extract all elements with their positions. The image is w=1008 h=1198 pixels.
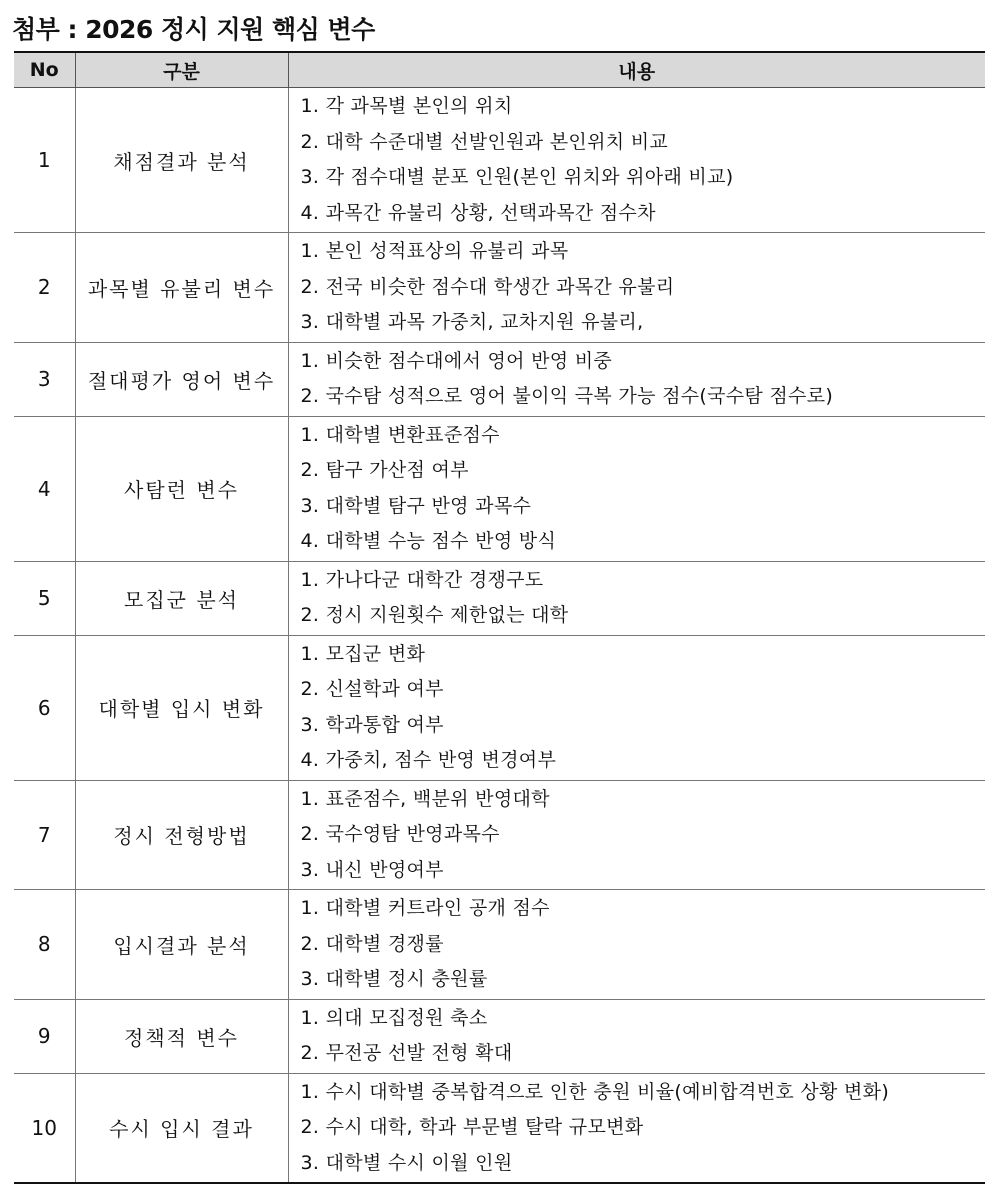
row-number: 10: [31, 1115, 57, 1140]
table-header-row: [14, 53, 985, 88]
table-row: [14, 342, 985, 416]
row-content: [288, 416, 985, 561]
row-number: 2: [14, 233, 75, 343]
page-title: 첨부 : 2026 정시 지원 핵심 변수: [12, 15, 375, 44]
content-item: 4. 대학별 수능 점수 반영 방식: [300, 530, 557, 552]
row-category: 입시결과 분석: [75, 890, 288, 1000]
row-category: 수시 입시 결과: [75, 1073, 288, 1182]
content-item: 4. 과목간 유불리 상황, 선택과목간 점수차: [300, 201, 656, 224]
row-content: [288, 1073, 985, 1182]
table-row: [14, 233, 985, 343]
content-item: 2. 전국 비슷한 점수대 학생간 과목간 유불리: [300, 275, 675, 298]
row-number: 6: [14, 635, 75, 780]
content-item: 1. 비슷한 점수대에서 영어 반영 비중: [300, 349, 613, 372]
content-item: 1. 수시 대학별 중복합격으로 인한 충원 비율(예비합격번호 상황 변화): [300, 1080, 890, 1103]
row-category: 절대평가 영어 변수: [75, 342, 288, 416]
row-content: [288, 233, 985, 343]
row-category: 정시 전형방법: [75, 780, 288, 890]
content-item: 2. 수시 대학, 학과 부문별 탈락 규모변화: [300, 1116, 644, 1138]
content-item: 1. 가나다군 대학간 경쟁구도: [300, 568, 544, 591]
content-item: 3. 대학별 과목 가중치, 교차지원 유불리,: [300, 311, 644, 333]
row-content: [288, 561, 985, 635]
content-item: 1. 의대 모집정원 축소: [300, 1006, 488, 1029]
content-item: 4. 가중치, 점수 반영 변경여부: [300, 749, 557, 771]
content-item: 2. 국수영탐 반영과목수: [300, 823, 500, 845]
row-category: 채점결과 분석: [75, 88, 288, 233]
content-item: 2. 대학 수준대별 선발인원과 본인위치 비교: [300, 130, 669, 153]
table-row: [14, 88, 985, 233]
header-content: 내용: [288, 53, 985, 88]
content-item: 2. 대학별 경쟁률: [300, 932, 444, 955]
content-item: 3. 대학별 정시 충원률: [300, 968, 488, 990]
row-category: 정책적 변수: [75, 999, 288, 1073]
content-item: 1. 본인 성적표상의 유불리 과목: [300, 240, 569, 262]
table-row: [14, 1073, 985, 1182]
content-item: 3. 내신 반영여부: [300, 858, 444, 881]
header-no: No: [14, 53, 75, 88]
row-content: [288, 780, 985, 890]
content-item: 2. 무전공 선발 전형 확대: [300, 1042, 513, 1064]
row-category: 사탐런 변수: [75, 416, 288, 561]
content-item: 2. 탐구 가산점 여부: [300, 459, 469, 481]
content-item: 2. 신설학과 여부: [300, 678, 444, 700]
content-item: 2. 국수탐 성적으로 영어 불이익 극복 가능 점수(국수탐 점수로): [300, 385, 834, 407]
table-row: [14, 416, 985, 561]
table-row: [14, 780, 985, 890]
row-number: 9: [14, 999, 75, 1073]
table-row: [14, 890, 985, 1000]
content-item: 2. 정시 지원횟수 제한없는 대학: [300, 604, 569, 626]
table-row: [14, 561, 985, 635]
table-row: [14, 635, 985, 780]
content-item: 1. 모집군 변화: [300, 642, 426, 665]
table-body: [14, 88, 985, 1183]
row-content: [288, 890, 985, 1000]
row-category: 과목별 유불리 변수: [75, 233, 288, 343]
header-category: 구분: [75, 53, 288, 88]
content-item: 3. 대학별 수시 이월 인원: [300, 1151, 513, 1174]
content-item: 3. 대학별 탐구 반영 과목수: [300, 494, 532, 517]
content-item: 1. 대학별 변환표준점수: [300, 423, 500, 446]
row-number: 7: [14, 780, 75, 890]
row-number: 1: [14, 88, 75, 233]
row-number: 8: [14, 890, 75, 1000]
row-content: [288, 999, 985, 1073]
row-number: 3: [14, 342, 75, 416]
row-content: [288, 635, 985, 780]
table-row: [14, 999, 985, 1073]
content-item: 3. 학과통합 여부: [300, 713, 444, 736]
content-item: 1. 표준점수, 백분위 반영대학: [300, 787, 550, 810]
row-category: 대학별 입시 변화: [75, 635, 288, 780]
row-category: 모집군 분석: [75, 561, 288, 635]
content-item: 1. 각 과목별 본인의 위치: [300, 95, 513, 117]
content-item: 3. 각 점수대별 분포 인원(본인 위치와 위아래 비교): [300, 166, 734, 188]
variables-table: [14, 51, 985, 1184]
row-content: [288, 88, 985, 233]
row-number: 5: [14, 561, 75, 635]
content-item: 1. 대학별 커트라인 공개 점수: [300, 897, 550, 919]
row-content: [288, 342, 985, 416]
row-number: 4: [14, 416, 75, 561]
